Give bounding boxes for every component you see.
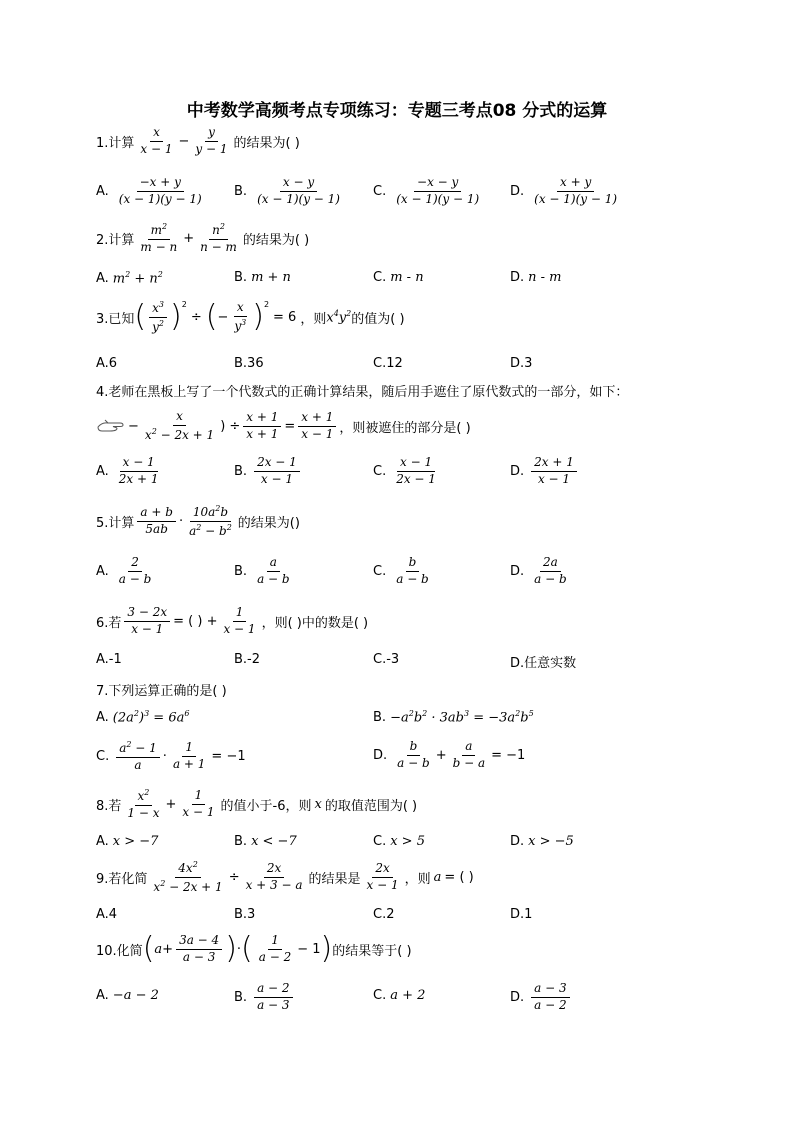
q2-option-c[interactable]: C. m - n [373, 270, 424, 285]
q2-option-a[interactable]: A. $m^2 + n^2$ [96, 270, 163, 287]
q1-option-c[interactable]: C. $\frac{-x - y}{(x - 1)(y - 1)}$ [373, 175, 480, 206]
q7-option-d[interactable]: D. $\frac{b}{a - b}$ + $\frac{a}{b - a}$ = −1 [373, 739, 526, 770]
q6-option-c[interactable]: C.-3 [373, 652, 400, 667]
question-4: 4.老师在黑板上写了一个代数式的正确计算结果，随后用手遮住了原代数式的一部分，如下： [96, 385, 629, 400]
q4-option-a[interactable]: A. $\frac{x - 1}{2x + 1}$ [96, 455, 159, 486]
q6-option-b[interactable]: B.-2 [234, 652, 261, 667]
q4-option-b[interactable]: B. $\frac{2x - 1}{x - 1}$ [234, 456, 303, 487]
q3-option-a[interactable]: A.6 [96, 356, 118, 371]
q5-option-d[interactable]: D. $\frac{2a}{a - b}$ [510, 555, 567, 586]
q1-option-b[interactable]: B. $\frac{x - y}{(x - 1)(y - 1)}$ [234, 175, 340, 206]
q6-option-a[interactable]: A.-1 [96, 652, 122, 667]
hand-cover-icon [96, 418, 126, 434]
q9-option-d[interactable]: D.1 [510, 907, 533, 922]
q2-option-b[interactable]: B. m + n [234, 270, 291, 285]
q4-option-d[interactable]: D. $\frac{2x + 1}{x - 1}$ [510, 456, 580, 487]
question-1: 1.计算 $\frac{x}{x - 1}$ − $\frac{y}{y - 1}$ 的结果为( ) [96, 125, 300, 156]
q8-option-d[interactable]: D. x > −5 [510, 834, 574, 849]
q2-option-d[interactable]: D. n - m [510, 270, 562, 285]
question-2: 2.计算 $\frac{m^2}{m - n}$ + $\frac{n^2}{n - m}$ 的结果为( ) [96, 222, 310, 254]
fraction: $\frac{x}{x - 1}$ [140, 125, 173, 156]
q6-option-d[interactable]: D.任意实数 [510, 656, 577, 671]
question-3: 3.已知 ( $\frac{x^3}{y^2}$ ) $^2$ ÷ ( − $\frac{x}{y^3}$ ) $^2$ = 6 ，则 $x^4y^2$ 的值为( ) [96, 299, 405, 335]
question-6: 6.若 $\frac{3 - 2x}{x - 1}$ = ( ) + $\frac{1}{x - 1}$ ，则( )中的数是( ) [96, 605, 369, 636]
q10-option-b[interactable]: B. $\frac{a - 2}{a - 3}$ [234, 982, 296, 1013]
question-9: 9.若化简 $\frac{4x^2}{x^2 - 2x + 1}$ ÷ $\frac{2x}{x + 3 - a}$ 的结果是 $\frac{2x}{x - 1}$ ，则 a = ( ) [96, 860, 474, 894]
q10-option-c[interactable]: C. a + 2 [373, 988, 426, 1003]
page-title: 中考数学高频考点专项练习：专题三考点08 分式的运算 [186, 101, 608, 121]
q7-option-b[interactable]: B. $-a^2b^2 \cdot 3ab^3 = -3a^2b^5$ [373, 709, 534, 726]
q1-option-d[interactable]: D. $\frac{x + y}{(x - 1)(y - 1)}$ [510, 175, 618, 206]
q8-option-a[interactable]: A. x > −7 [96, 834, 159, 849]
q3-option-b[interactable]: B.36 [234, 356, 264, 371]
question-5: 5.计算 $\frac{a + b}{5ab}$ · $\frac{10a^2b}{a^2 - b^2}$ 的结果为() [96, 504, 300, 538]
q5-option-b[interactable]: B. $\frac{a}{a - b}$ [234, 555, 290, 586]
q5-option-c[interactable]: C. $\frac{b}{a - b}$ [373, 555, 429, 586]
q7-option-a[interactable]: A. $(2a^2)^3 = 6a^6$ [96, 709, 190, 726]
q10-option-d[interactable]: D. $\frac{a - 3}{a - 2}$ [510, 982, 573, 1013]
q4-option-c[interactable]: C. $\frac{x - 1}{2x - 1}$ [373, 455, 436, 486]
q5-option-a[interactable]: A. $\frac{2}{a - b}$ [96, 555, 152, 586]
q9-option-c[interactable]: C.2 [373, 907, 395, 922]
question-8: 8.若 $\frac{x^2}{1 - x}$ + $\frac{1}{x - 1}$ 的值小于-6，则 x 的取值范围为( ) [96, 788, 418, 820]
q1-option-a[interactable]: A. $\frac{-x + y}{(x - 1)(y - 1)}$ [96, 175, 202, 206]
q9-option-b[interactable]: B.3 [234, 907, 256, 922]
question-10: 10.化简 ( a + $\frac{3a - 4}{a - 3}$ ) · ( $\frac{1}{a - 2}$ − 1 ) 的结果等于( ) [96, 931, 412, 967]
q8-option-c[interactable]: C. x > 5 [373, 834, 425, 849]
q3-option-d[interactable]: D.3 [510, 356, 533, 371]
q10-option-a[interactable]: A. −a − 2 [96, 988, 159, 1003]
q3-option-c[interactable]: C.12 [373, 356, 403, 371]
q7-option-c[interactable]: C. $\frac{a^2 - 1}{a}$ · $\frac{1}{a + 1}$ = −1 [96, 740, 246, 772]
q8-option-b[interactable]: B. x < −7 [234, 834, 297, 849]
q9-option-a[interactable]: A.4 [96, 907, 118, 922]
fraction: $\frac{y}{y - 1}$ [195, 125, 228, 156]
question-4-expression: − $\frac{x}{x^2 - 2x + 1}$ ) ÷ $\frac{x + 1}{x + 1}$ = $\frac{x + 1}{x - 1}$ ，则被遮住的部分是( ) [96, 410, 471, 443]
question-7: 7.下列运算正确的是( ) [96, 684, 227, 699]
